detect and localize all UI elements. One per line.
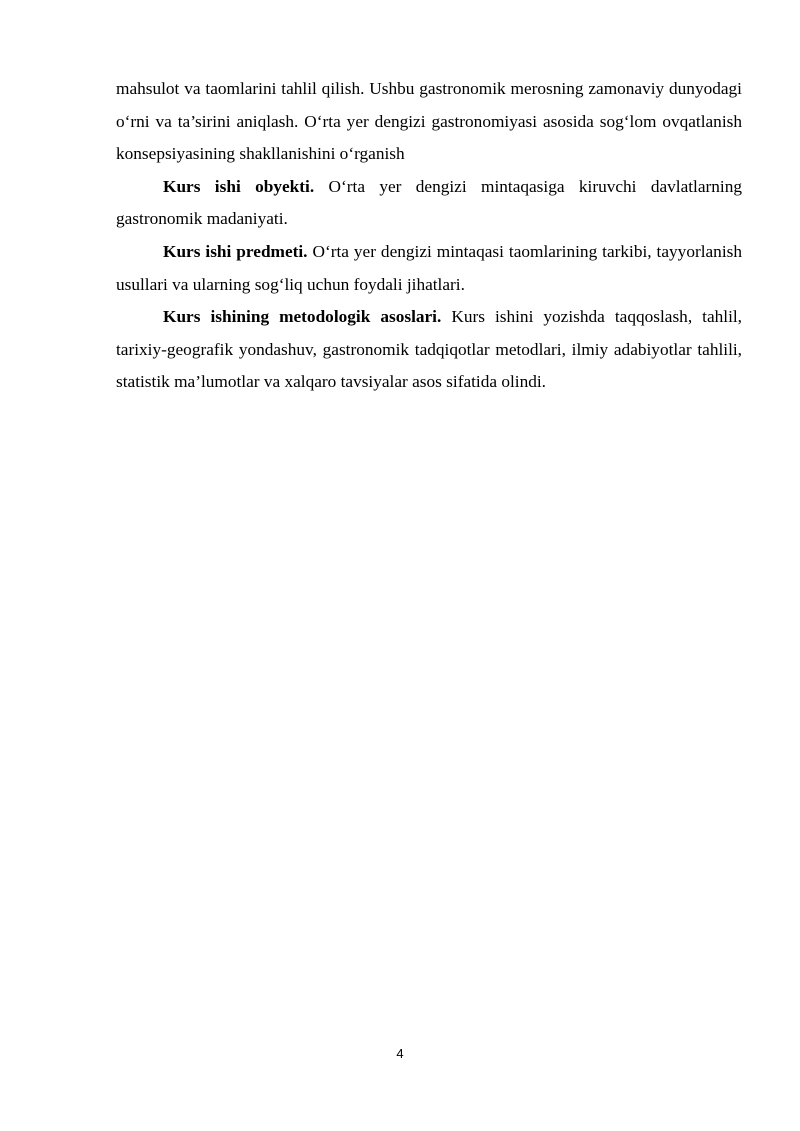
paragraph-text: O‘rta yer dengizi mintaqasi taomlarining tarkibi, tayyorlanish usullari va ularning sog‘liq uchun foydali jihatlari. <box>116 241 742 294</box>
paragraph-text: Kurs ishini yozishda taqqoslash, tahlil, tarixiy-geografik yondashuv, gastronomik tadqiqotlar metodlari, ilmiy adabiyotlar tahlili, statistik ma’lumotlar va xalqaro tavsiyalar asos sifatida olindi. <box>116 307 743 392</box>
page-number: 4 <box>396 1046 404 1061</box>
paragraph-object <box>116 171 742 236</box>
paragraph-heading: Kurs ishi obyekti. <box>163 176 315 196</box>
paragraph-goals-continuation <box>116 73 742 171</box>
paragraph-text: O‘rta yer dengizi mintaqasiga kiruvchi davlatlarning gastronomik madaniyati. <box>116 176 742 229</box>
paragraph-heading: Kurs ishi predmeti. <box>163 241 308 261</box>
paragraph-methodology <box>116 301 742 399</box>
paragraph-text: mahsulot va taomlarini tahlil qilish. Ushbu gastronomik merosning zamonaviy dunyodagi o‘rni va ta’sirini aniqlash. O‘rta yer dengizi gastronomiyasi asosida sog‘lom ovqatlanish konsepsiyasining shakllanishini o‘rganish <box>116 79 742 164</box>
body-text <box>116 73 742 399</box>
paragraph-heading: Kurs ishining metodologik asoslari. <box>163 307 442 327</box>
paragraph-subject <box>116 236 742 301</box>
